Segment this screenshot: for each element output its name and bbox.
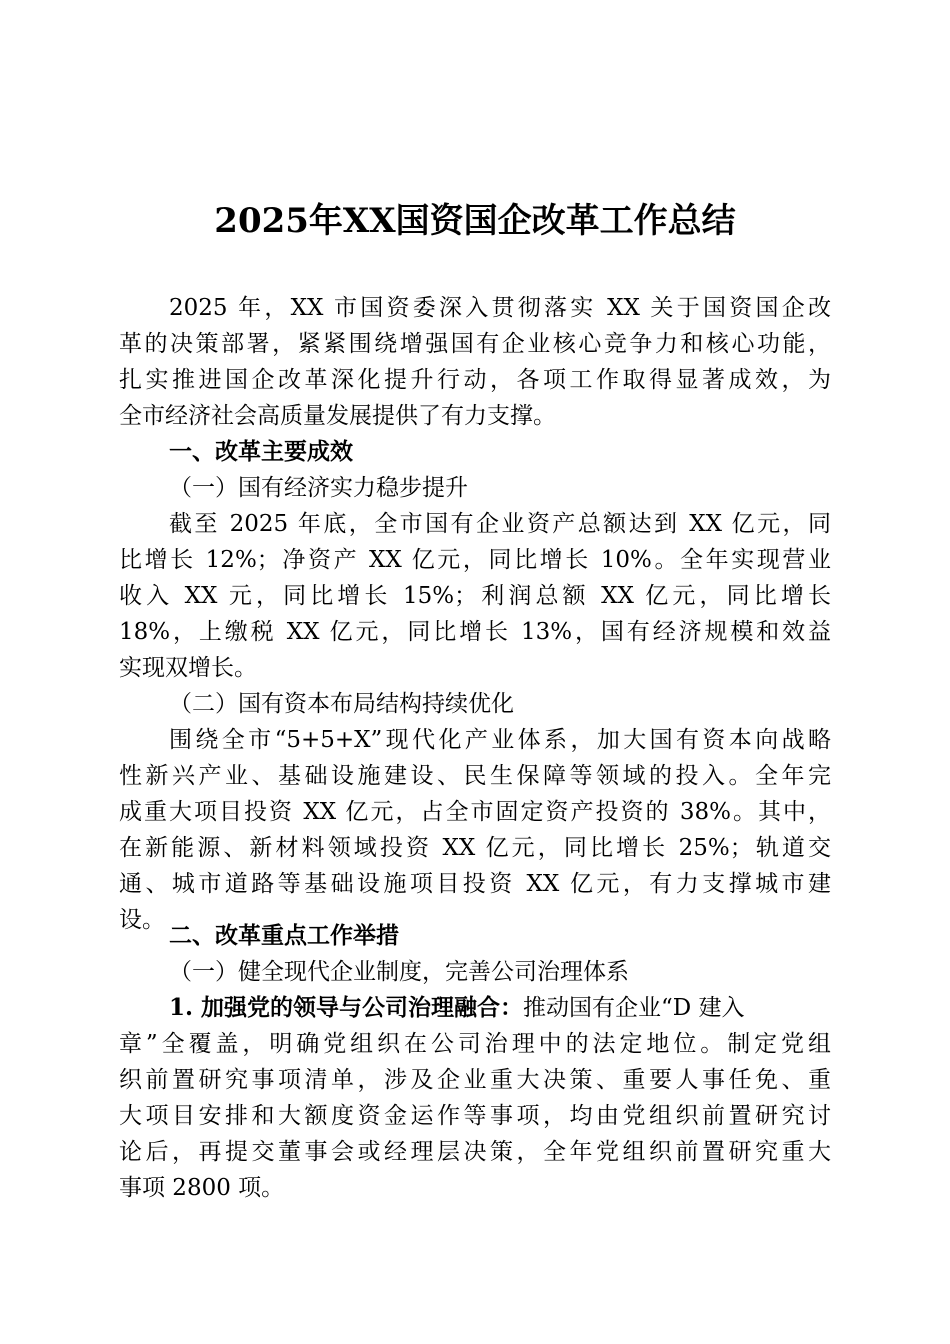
- intro-line-1: 2025 年，XX 市国资委深入贯彻落实 XX 关于国资国企改: [169, 295, 831, 321]
- s1-sub1-line-3: 收入 XX 元，同比增长 15%；利润总额 XX 亿元，同比增长: [119, 583, 831, 609]
- s1-sub1-line-2: 比增长 12%；净资产 XX 亿元，同比增长 10%。全年实现营业: [119, 547, 831, 573]
- s2-sub1-line-1: [169, 990, 831, 1026]
- s1-sub2-line-3: 成重大项目投资 XX 亿元，占全市固定资产投资的 38%。其中，: [119, 799, 831, 825]
- s2-sub1-line-4: 大项目安排和大额度资金运作等事项，均由党组织前置研究讨: [119, 1103, 831, 1129]
- s2-sub1-line-5: 论后，再提交董事会或经理层决策，全年党组织前置研究重大: [119, 1139, 831, 1165]
- document-title: 2025年XX国资国企改革工作总结: [214, 201, 736, 241]
- s1-sub2-line-2: 性新兴产业、基础设施建设、民生保障等领域的投入。全年完: [119, 763, 831, 789]
- s1-sub2-line-4: 在新能源、新材料领域投资 XX 亿元，同比增长 25%；轨道交: [119, 835, 831, 861]
- s2-sub1-line-3: 织前置研究事项清单，涉及企业重大决策、重要人事任免、重: [119, 1067, 831, 1093]
- s1-sub2-line-6: 设。: [119, 907, 165, 933]
- s1-sub1-line-1: 截至 2025 年底，全市国有企业资产总额达到 XX 亿元，同: [169, 511, 831, 537]
- section-1-sub-2-heading: （二）国有资本布局结构持续优化: [169, 691, 514, 717]
- s2-sub1-line-2: 章”全覆盖，明确党组织在公司治理中的法定地位。制定党组: [119, 1031, 831, 1057]
- s1-sub2-line-1: 围绕全市“5+5+X”现代化产业体系，加大国有资本向战略: [169, 727, 831, 753]
- s1-sub2-line-5: 通、城市道路等基础设施项目投资 XX 亿元，有力支撑城市建: [119, 871, 831, 897]
- s2-sub1-line-6: 事项 2800 项。: [119, 1175, 285, 1201]
- item-1-first-line-rest: 推动国有企业“D 建入: [523, 995, 745, 1021]
- section-1-heading: 一、改革主要成效: [169, 439, 353, 465]
- intro-line-4: 全市经济社会高质量发展提供了有力支撑。: [119, 403, 556, 429]
- item-1-label: 1. 加强党的领导与公司治理融合：: [169, 994, 524, 1021]
- s1-sub1-line-5: 实现双增长。: [119, 655, 257, 681]
- s1-sub1-line-4: 18%，上缴税 XX 亿元，同比增长 13%，国有经济规模和效益: [119, 619, 831, 645]
- intro-line-3: 扎实推进国企改革深化提升行动，各项工作取得显著成效，为: [119, 367, 831, 393]
- intro-line-2: 革的决策部署，紧紧围绕增强国有企业核心竞争力和核心功能，: [119, 331, 831, 357]
- section-1-sub-1-heading: （一）国有经济实力稳步提升: [169, 475, 468, 501]
- section-2-sub-1-heading: （一）健全现代企业制度，完善公司治理体系: [169, 959, 629, 985]
- section-2-heading: 二、改革重点工作举措: [169, 923, 399, 949]
